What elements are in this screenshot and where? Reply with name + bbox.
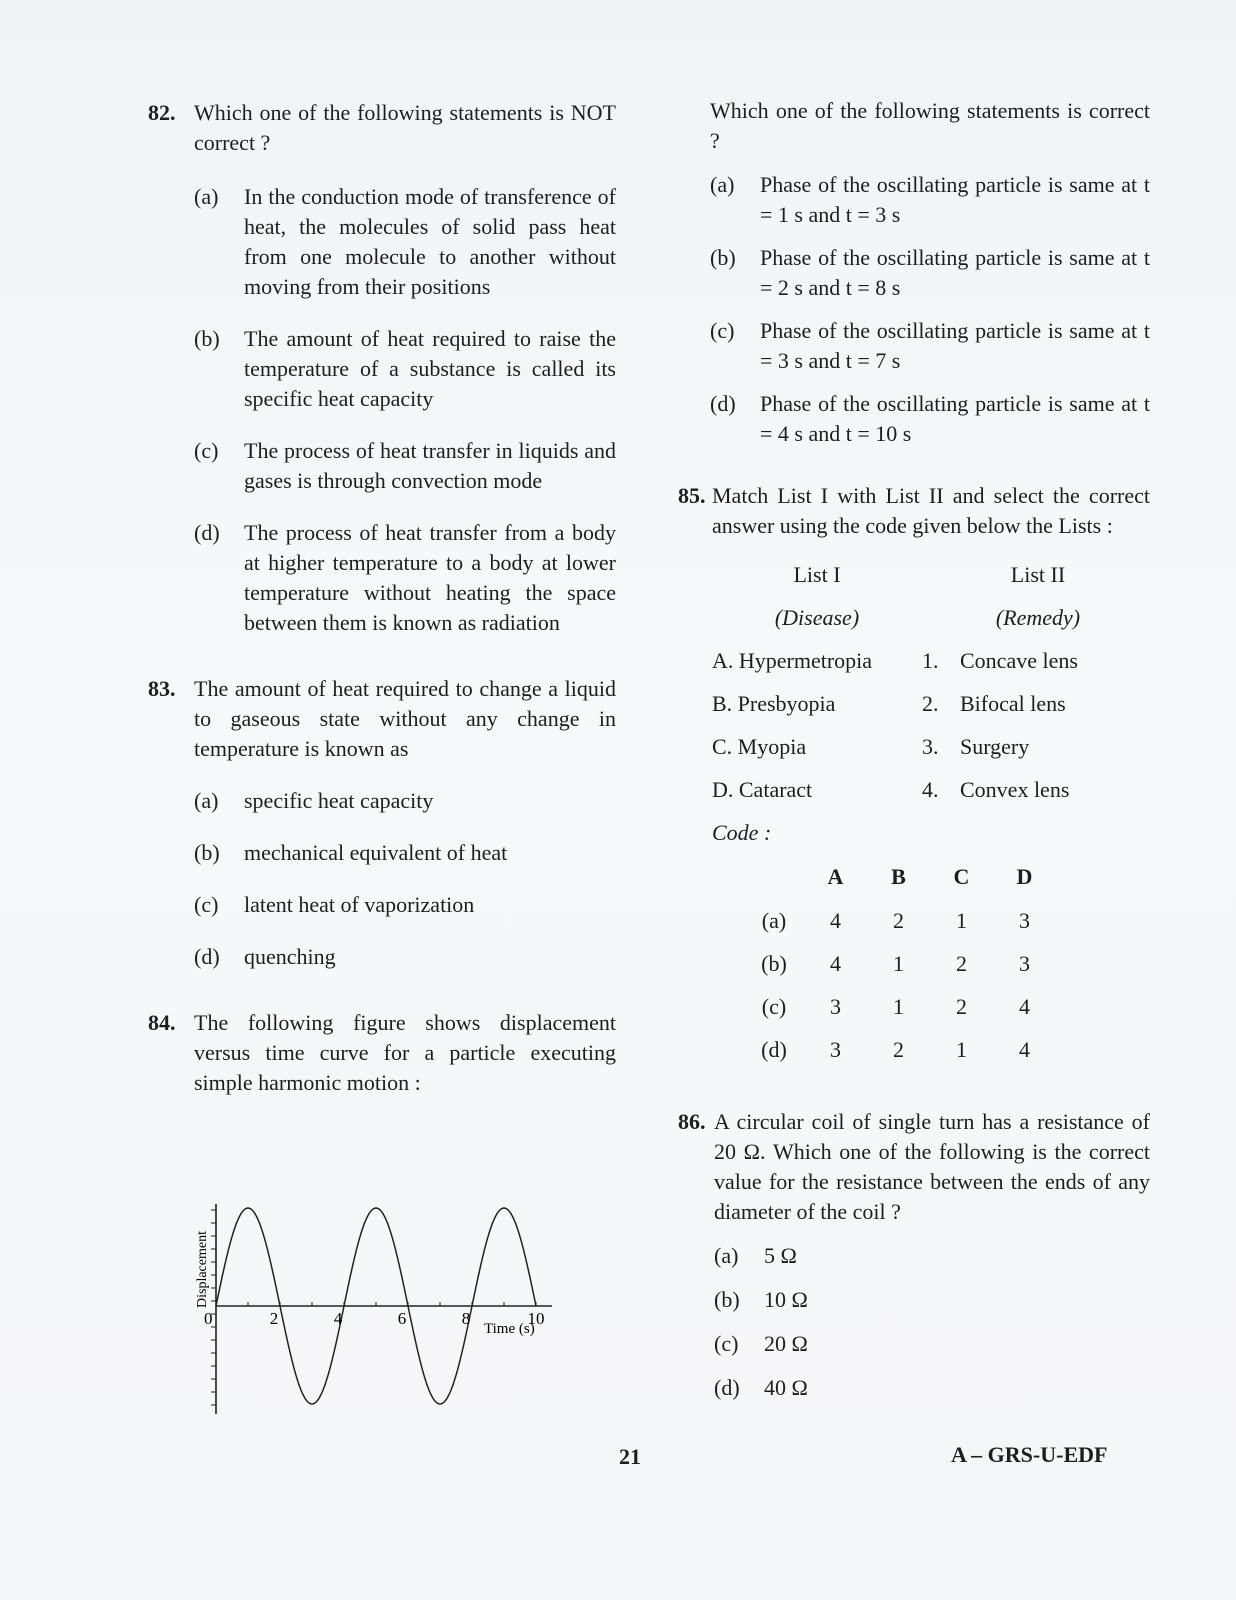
code-value: 2	[956, 950, 967, 976]
option-label: (a)	[194, 788, 219, 813]
option-label: (a)	[710, 172, 735, 197]
code-value: 2	[956, 993, 967, 1019]
list2-item: Bifocal lens	[960, 690, 1066, 716]
list2-number: 3.	[922, 733, 939, 759]
option-label: (c)	[714, 1331, 739, 1356]
code-header: D	[1016, 863, 1033, 889]
x-axis-label: Time (s)	[484, 1321, 535, 1337]
tick-label-6: 6	[397, 1309, 407, 1328]
option-label: (c)	[710, 318, 735, 343]
option-d[interactable]	[710, 389, 1150, 449]
option-text: The process of heat transfer from a body at higher temperature to a body at lower temperature without heating the space between them is known as radiation	[244, 520, 616, 635]
option-text: The amount of heat required to raise the temperature of a substance is called its specific heat capacity	[244, 326, 616, 411]
list1-subtitle: (Disease)	[774, 604, 860, 630]
option-d[interactable]	[194, 518, 616, 638]
option-label: (d)	[761, 1036, 787, 1062]
option-text: mechanical equivalent of heat	[244, 840, 508, 865]
option-label: (a)	[761, 907, 787, 933]
list2-item: Surgery	[960, 733, 1030, 759]
option-c[interactable]	[194, 890, 616, 920]
option-text: The process of heat transfer in liquids and gases is through convection mode	[244, 438, 616, 493]
code-value: 2	[893, 1036, 904, 1062]
tick-label-8: 8	[461, 1309, 471, 1328]
booklet-code: A – GRS-U-EDF	[951, 1442, 1108, 1467]
option-c[interactable]	[194, 436, 616, 496]
code-value: 2	[893, 907, 904, 933]
code-value: 4	[830, 907, 841, 933]
list1-item: A. Hypermetropia	[712, 647, 873, 673]
option-label: (b)	[194, 326, 220, 351]
option-label: (d)	[194, 944, 220, 969]
option-b[interactable]	[714, 1285, 1150, 1315]
code-header: A	[827, 863, 844, 889]
question-number: 86.	[678, 1109, 706, 1134]
left-column	[148, 98, 616, 1337]
option-a[interactable]	[710, 170, 1150, 230]
option-d[interactable]	[194, 942, 616, 972]
option-label: (a)	[194, 184, 219, 209]
list1-item: B. Presbyopia	[712, 690, 836, 716]
page-number: 21	[619, 1444, 641, 1469]
right-column	[678, 96, 1150, 1403]
list2-item: Concave lens	[960, 647, 1078, 673]
code-option-d[interactable]	[744, 1028, 1056, 1071]
list1-title: List I	[793, 561, 841, 587]
question-84-continuation: Which one of the following statements is correct ?	[710, 98, 1150, 153]
option-label: (b)	[710, 245, 736, 270]
option-label: (b)	[194, 840, 220, 865]
code-label: Code :	[712, 820, 772, 845]
list1-item: C. Myopia	[712, 733, 807, 759]
question-number: 83.	[148, 676, 176, 701]
code-value: 3	[830, 1036, 841, 1062]
code-header: C	[953, 863, 970, 889]
option-c[interactable]	[714, 1329, 1150, 1359]
option-b[interactable]	[710, 243, 1150, 303]
option-text: Phase of the oscillating particle is same at t = 4 s and t = 10 s	[760, 391, 1150, 446]
code-value: 4	[830, 950, 841, 976]
code-value: 1	[956, 907, 967, 933]
option-text: Phase of the oscillating particle is same at t = 3 s and t = 7 s	[760, 318, 1150, 373]
list2-number: 4.	[922, 776, 939, 802]
tick-label-4: 4	[333, 1309, 343, 1328]
code-option-c[interactable]	[744, 985, 1056, 1028]
code-header: B	[891, 863, 906, 889]
question-86	[678, 1107, 1150, 1403]
question-82	[148, 98, 616, 638]
question-number: 82.	[148, 100, 176, 125]
option-label: (b)	[761, 950, 787, 976]
option-text: Phase of the oscillating particle is same at t = 1 s and t = 3 s	[760, 172, 1150, 227]
option-text: Phase of the oscillating particle is same at t = 2 s and t = 8 s	[760, 245, 1150, 300]
list2-number: 2.	[922, 690, 939, 716]
code-value: 3	[1019, 950, 1030, 976]
question-85	[678, 481, 1150, 541]
option-label: (d)	[194, 520, 220, 545]
option-label: (b)	[714, 1287, 740, 1312]
code-value: 1	[893, 993, 904, 1019]
option-text: latent heat of vaporization	[244, 892, 475, 917]
option-label: (c)	[761, 993, 787, 1019]
option-text: 10 Ω	[764, 1287, 808, 1312]
list2-item: Convex lens	[960, 776, 1070, 802]
question-stem: The following figure shows displacement versus time curve for a particle executing simple harmonic motion :	[194, 1010, 616, 1095]
question-stem: The amount of heat required to change a liquid to gaseous state without any change in temperature is known as	[194, 676, 616, 761]
code-option-b[interactable]	[744, 942, 1056, 985]
option-label: (a)	[714, 1243, 739, 1268]
list1-item: D. Cataract	[712, 776, 813, 802]
code-value: 4	[1019, 993, 1030, 1019]
option-label: (c)	[194, 892, 219, 917]
option-text: 20 Ω	[764, 1331, 808, 1356]
shm-displacement-figure	[186, 1196, 586, 1436]
list2-number: 1.	[922, 647, 939, 673]
option-c[interactable]	[710, 316, 1150, 376]
question-stem: Match List I with List II and select the correct answer using the code given below the Lists :	[712, 483, 1150, 538]
answer-code-table	[744, 854, 1056, 1071]
code-value: 1	[893, 950, 904, 976]
option-label: (c)	[194, 438, 219, 463]
tick-label-2: 2	[269, 1309, 279, 1328]
list2-title: List II	[1010, 561, 1066, 587]
code-value: 1	[956, 1036, 967, 1062]
option-b[interactable]	[194, 324, 616, 414]
y-axis-label: Displacement	[195, 1231, 210, 1308]
question-number: 84.	[148, 1010, 176, 1035]
origin-label: 0	[204, 1309, 213, 1328]
list2-subtitle: (Remedy)	[995, 604, 1081, 630]
code-value: 3	[1019, 907, 1030, 933]
question-84	[148, 1008, 616, 1098]
question-number: 85.	[678, 483, 706, 508]
question-stem: A circular coil of single turn has a resistance of 20 Ω. Which one of the following is the correct value for the resistance between the ends of any diameter of the coil ?	[714, 1109, 1150, 1224]
code-value: 3	[830, 993, 841, 1019]
option-a[interactable]	[714, 1241, 1150, 1271]
option-text: 40 Ω	[764, 1375, 808, 1400]
question-stem: Which one of the following statements is NOT correct ?	[194, 100, 616, 155]
option-b[interactable]	[194, 838, 616, 868]
code-option-a[interactable]	[744, 899, 1056, 942]
option-label: (d)	[714, 1375, 740, 1400]
option-d[interactable]	[714, 1373, 1150, 1403]
option-text: specific heat capacity	[244, 788, 434, 813]
option-text: In the conduction mode of transference of heat, the molecules of solid pass heat from one molecule to another without moving from their positions	[244, 184, 616, 299]
option-a[interactable]	[194, 182, 616, 302]
match-lists	[712, 553, 1128, 811]
question-84-options	[678, 170, 1150, 449]
question-83	[148, 674, 616, 972]
option-text: 5 Ω	[764, 1243, 797, 1268]
option-a[interactable]	[194, 786, 616, 816]
option-text: quenching	[244, 944, 336, 969]
tick-label-10: 10	[527, 1309, 545, 1328]
code-value: 4	[1019, 1036, 1030, 1062]
option-label: (d)	[710, 391, 736, 416]
